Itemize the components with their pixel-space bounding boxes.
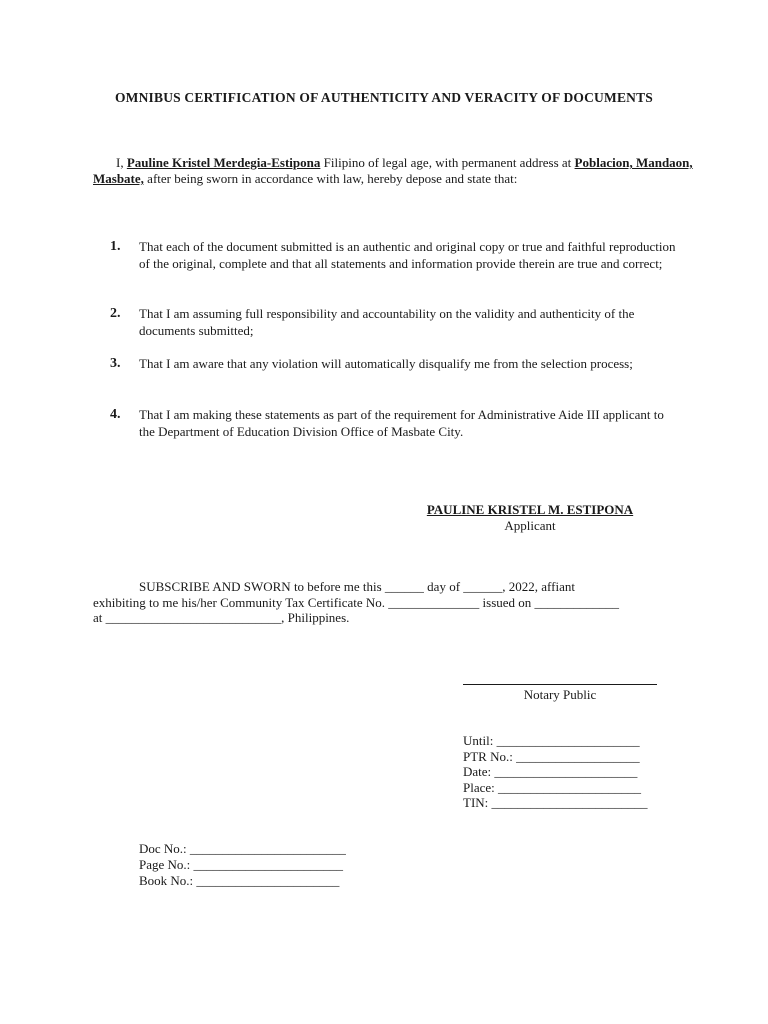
jurat-line-3: at ___________________________, Philippines. (93, 610, 350, 625)
jurat-paragraph (93, 579, 693, 626)
jurat-line-2: exhibiting to me his/her Community Tax Certificate No. ______________ issued on _____________ (93, 594, 620, 610)
page-no-field: Page No.: _______________________ (139, 857, 344, 872)
item-text: That I am assuming full responsibility and accountability on the validity and authenticity of the documents submitted; (139, 306, 635, 338)
affiant-name: Pauline Kristel Merdegia-Estipona (126, 155, 321, 170)
intro-lead: I, (116, 155, 127, 170)
book-no-field: Book No.: ______________________ (139, 873, 340, 888)
item-text: That I am making these statements as part of the requirement for Administrative Aide III applicant to the Department of Education Division Office of Masbate City. (139, 407, 664, 439)
notary-label: Notary Public (523, 687, 597, 702)
item-number: 4. (110, 407, 121, 422)
item-number: 3. (110, 356, 121, 371)
intro-tail: after being sworn in accordance with law, hereby depose and state that: (143, 171, 518, 186)
document-title: OMNIBUS CERTIFICATION OF AUTHENTICITY AND VERACITY OF DOCUMENTS (114, 90, 654, 105)
intro-mid: Filipino of legal age, with permanent address at (320, 155, 575, 170)
place-field: Place: ______________________ (463, 779, 642, 795)
applicant-role: Applicant (504, 518, 556, 533)
item-number: 2. (110, 306, 121, 321)
applicant-signature-name: PAULINE KRISTEL M. ESTIPONA (426, 502, 634, 517)
ptr-field: PTR No.: ___________________ (463, 748, 640, 764)
until-field: Until: ______________________ (463, 733, 640, 748)
item-text: That I am aware that any violation will automatically disqualify me from the selection process; (139, 356, 633, 371)
intro-paragraph (93, 155, 693, 187)
doc-no-field: Doc No.: ________________________ (139, 841, 346, 856)
item-number: 1. (110, 239, 121, 254)
affiant-address: Poblacion, Mandaon, Masbate, (93, 155, 693, 186)
tin-field: TIN: ________________________ (463, 795, 648, 810)
jurat-line-1: SUBSCRIBE AND SWORN to before me this ______ day of ______, 2022, affiant (139, 579, 575, 594)
item-text: That each of the document submitted is an authentic and original copy or true and faithful reproduction of the original, complete and that all statements and information provide therein are true and correct; (139, 239, 676, 271)
date-field: Date: ______________________ (463, 764, 638, 779)
notary-details (463, 733, 648, 811)
notary-signature-line (463, 684, 657, 685)
doc-registry (139, 841, 346, 889)
